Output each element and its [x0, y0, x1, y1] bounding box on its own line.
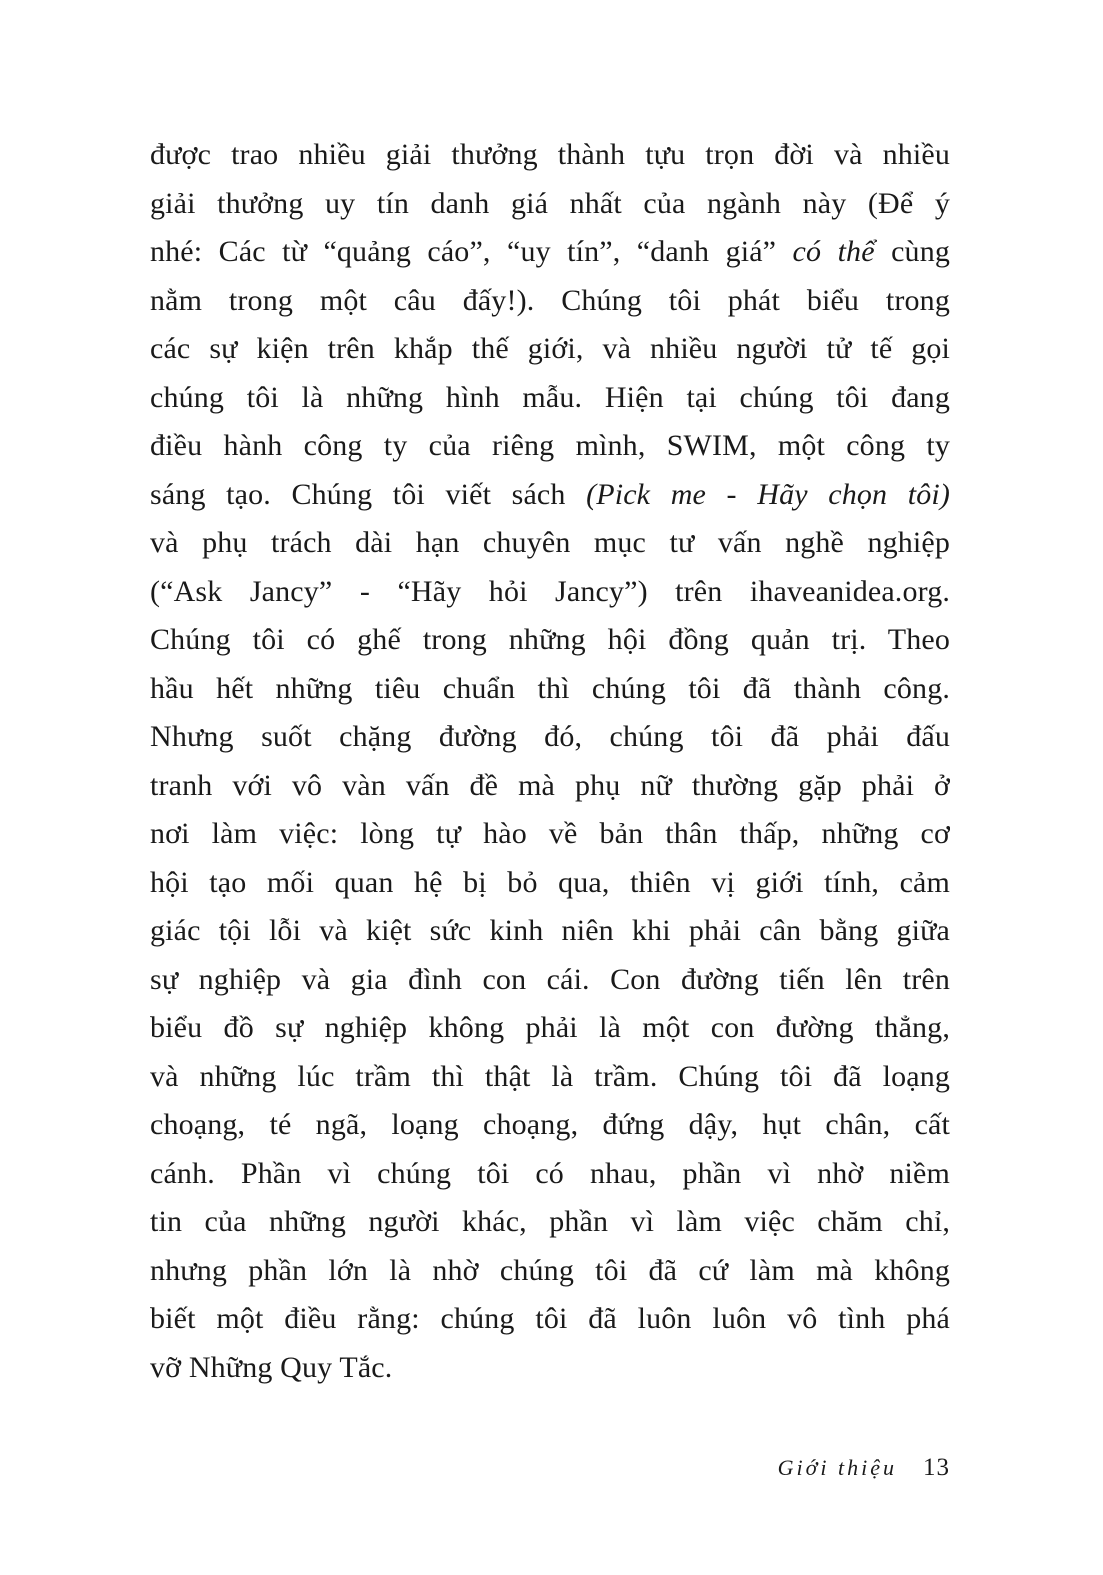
- text-line-5: các sự kiện trên khắp thế giới, và nhiều người tử tế gọi: [150, 332, 950, 365]
- text-line-9: và phụ trách dài hạn chuyên mục tư vấn nghề nghiệp: [150, 526, 950, 559]
- text-line-13: Nhưng suốt chặng đường đó, chúng tôi đã phải đấu: [150, 720, 950, 753]
- page-number: 13: [923, 1454, 950, 1481]
- text-line-10: (“Ask Jancy” - “Hãy hỏi Jancy”) trên ihaveanidea.org.: [150, 574, 950, 608]
- book-title-italic: (Pick me - Hãy chọn tôi): [586, 477, 950, 511]
- text-line-7: điều hành công ty của riêng mình, SWIM, một công ty: [150, 429, 950, 462]
- text-line-8-start: sáng tạo. Chúng tôi viết sách: [150, 477, 587, 511]
- body-paragraph: [150, 131, 950, 1392]
- text-line-15: nơi làm việc: lòng tự hào về bản thân thấp, những cơ: [150, 817, 950, 850]
- text-line-24: nhưng phần lớn là nhờ chúng tôi đã cứ làm mà không: [150, 1253, 950, 1287]
- text-line-11: Chúng tôi có ghế trong những hội đồng quản trị. Theo: [150, 623, 950, 656]
- page-footer: [150, 1454, 950, 1494]
- text-line-3-italic: có thể: [792, 235, 875, 268]
- text-line-12: hầu hết những tiêu chuẩn thì chúng tôi đã thành công.: [150, 671, 950, 705]
- text-line-21: choạng, té ngã, loạng choạng, đứng dậy, hụt chân, cất: [150, 1108, 950, 1141]
- text-line-25: biết một điều rằng: chúng tôi đã luôn luôn vô tình phá: [150, 1302, 950, 1335]
- text-line-17: giác tội lỗi và kiệt sức kinh niên khi phải cân bằng giữa: [150, 914, 950, 947]
- text-line-20: và những lúc trầm thì thật là trầm. Chúng tôi đã loạng: [150, 1059, 950, 1093]
- text-line-2: giải thưởng uy tín danh giá nhất của ngành này (Để ý: [150, 186, 950, 220]
- text-line-23: tin của những người khác, phần vì làm việc chăm chỉ,: [150, 1205, 950, 1238]
- text-line-14: tranh với vô vàn vấn đề mà phụ nữ thường gặp phải ở: [150, 768, 950, 802]
- text-line-26: vỡ Những Quy Tắc.: [150, 1350, 393, 1384]
- text-line-6: chúng tôi là những hình mẫu. Hiện tại chúng tôi đang: [150, 380, 950, 414]
- text-line-16: hội tạo mối quan hệ bị bỏ qua, thiên vị giới tính, cảm: [150, 865, 950, 899]
- text-line-22: cánh. Phần vì chúng tôi có nhau, phần vì nhờ niềm: [150, 1156, 950, 1190]
- text-line-8: [150, 471, 950, 520]
- text-line-18: sự nghiệp và gia đình con cái. Con đường tiến lên trên: [150, 962, 950, 996]
- text-line-1: được trao nhiều giải thưởng thành tựu trọn đời và nhiều: [150, 138, 950, 171]
- running-title: Giới thiệu: [777, 1455, 897, 1480]
- text-line-3-start: nhé: Các từ “quảng cáo”, “uy tín”, “danh giá”: [150, 235, 793, 268]
- text-line-3: [150, 228, 950, 277]
- text-line-19: biểu đồ sự nghiệp không phải là một con đường thẳng,: [150, 1011, 950, 1044]
- text-line-3-end: cùng: [874, 235, 950, 268]
- text-line-4: nằm trong một câu đấy!). Chúng tôi phát biểu trong: [150, 283, 950, 317]
